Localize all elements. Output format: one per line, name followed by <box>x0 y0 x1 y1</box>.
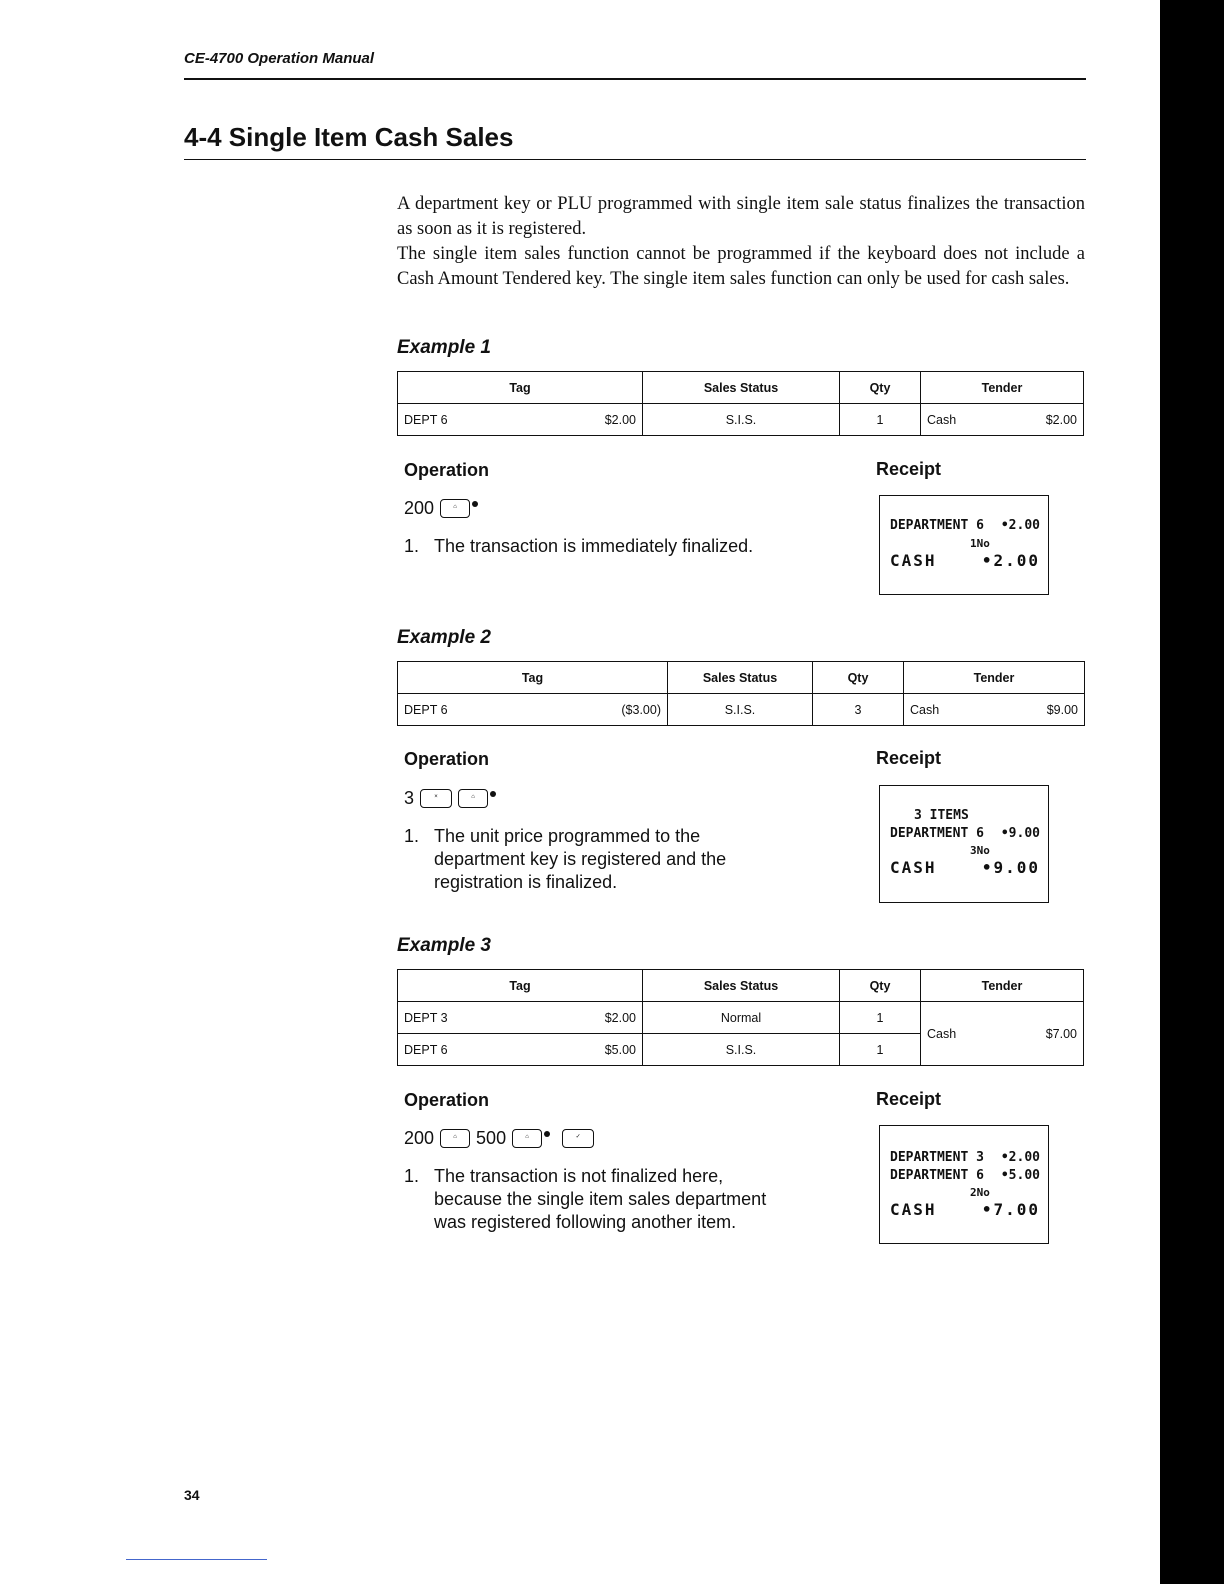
col-header-status: Sales Status <box>643 970 840 1002</box>
dept-cell: DEPT 6 <box>404 702 448 717</box>
status-cell: S.I.S. <box>643 1034 840 1066</box>
operation-sequence <box>404 498 478 519</box>
operation-label: Operation <box>404 1090 490 1110</box>
single-item-marker-icon <box>544 1131 550 1137</box>
tender-amount-cell: $9.00 <box>1046 702 1078 717</box>
receipt-cash-label: CASH <box>890 551 937 570</box>
col-header-tender: Tender <box>904 662 1085 694</box>
receipt-dept-value: •5.00 <box>1000 1168 1040 1183</box>
receipt-dept-line: DEPARTMENT 3 <box>890 1150 984 1165</box>
receipt-dept-value: •2.00 <box>1000 1150 1040 1165</box>
qty-cell: 3 <box>813 694 904 726</box>
operation-label: Operation <box>404 460 490 480</box>
col-header-status: Sales Status <box>668 662 813 694</box>
qty-cell: 1 <box>840 1002 921 1034</box>
qty-cell: 1 <box>840 1034 921 1066</box>
operation-label: Operation <box>404 749 490 769</box>
note-number: 1. <box>404 826 420 846</box>
operation-sequence <box>404 1128 594 1149</box>
receipt-label: Receipt <box>876 1089 942 1109</box>
col-header-status: Sales Status <box>643 372 840 404</box>
col-header-tender: Tender <box>921 970 1084 1002</box>
example-3-title: Example 3 <box>397 935 491 956</box>
note-line: registration is finalized. <box>434 872 618 892</box>
receipt-dept-value: •9.00 <box>1000 826 1040 841</box>
receipt-label: Receipt <box>876 459 942 479</box>
example-1-title: Example 1 <box>397 337 491 358</box>
footer-link-underline <box>126 1559 267 1560</box>
table-row <box>398 404 1084 436</box>
note-line: was registered following another item. <box>434 1212 737 1232</box>
price-cell: $2.00 <box>604 412 636 427</box>
operation-sequence <box>404 788 496 809</box>
page-edge-bar <box>1160 0 1224 1584</box>
operation-amount: 200 <box>404 498 435 518</box>
receipt-dept-line: DEPARTMENT 6 <box>890 1168 984 1183</box>
dept-6-key-icon: ⌂ <box>458 789 488 808</box>
operation-amount: 3 <box>404 788 415 808</box>
receipt-dept-line: DEPARTMENT 6 <box>890 826 984 841</box>
receipt-dept-line: DEPARTMENT 6 <box>890 518 984 533</box>
intro-paragraph-2: The single item sales function cannot be programmed if the keyboard does not include a Cash Amount Tendered key. The single item sales function can only be used for cash sales. <box>397 244 1085 289</box>
col-header-tag: Tag <box>398 970 643 1002</box>
col-header-tag: Tag <box>398 662 668 694</box>
example-2-title: Example 2 <box>397 627 491 648</box>
operation-note <box>404 825 726 894</box>
note-number: 1. <box>404 536 420 556</box>
operation-amount: 200 <box>404 1128 435 1148</box>
receipt-cash-value: •7.00 <box>981 1200 1040 1219</box>
receipt-cash-value: •2.00 <box>981 551 1040 570</box>
receipt-cash-label: CASH <box>890 1200 937 1219</box>
receipt-count: 3No <box>970 844 990 857</box>
note-line: The transaction is not finalized here, <box>434 1166 724 1186</box>
intro-paragraph-1: A department key or PLU programmed with single item sale status finalizes the transaction as soon as it is registered. <box>397 194 1085 239</box>
dept-3-key-icon: ⌂ <box>440 1129 470 1148</box>
cash-amount-tendered-key-icon: ✓ <box>562 1129 594 1148</box>
receipt-count: 1No <box>970 537 990 550</box>
tender-amount-cell: $2.00 <box>1045 412 1077 427</box>
status-cell: S.I.S. <box>643 404 840 436</box>
dept-6-key-icon: ⌂ <box>440 499 470 518</box>
col-header-qty: Qty <box>813 662 904 694</box>
col-header-tender: Tender <box>921 372 1084 404</box>
tender-type-cell: Cash <box>927 1026 957 1041</box>
section-rule <box>184 159 1086 160</box>
receipt-dept-value: •2.00 <box>1000 518 1040 533</box>
note-number: 1. <box>404 1166 420 1186</box>
note-line: The unit price programmed to the <box>434 826 701 846</box>
receipt-count: 2No <box>970 1186 990 1199</box>
note-text: The transaction is immediately finalized. <box>434 536 754 556</box>
operation-amount: 500 <box>476 1128 507 1148</box>
single-item-marker-icon <box>472 501 478 507</box>
price-cell: $2.00 <box>604 1010 636 1025</box>
status-cell: Normal <box>643 1002 840 1034</box>
section-title: 4-4 Single Item Cash Sales <box>184 122 514 152</box>
receipt-example-1 <box>879 495 1049 595</box>
receipt-label: Receipt <box>876 748 942 768</box>
example-3-table <box>397 969 1084 1066</box>
dept-cell: DEPT 6 <box>404 412 448 427</box>
receipt-cash-label: CASH <box>890 858 937 877</box>
example-1-table <box>397 371 1084 436</box>
table-row <box>398 694 1085 726</box>
dept-6-key-icon: ⌂ <box>512 1129 542 1148</box>
page-number: 34 <box>184 1487 200 1503</box>
receipt-items-count: 3 ITEMS <box>914 808 969 823</box>
header-rule <box>184 78 1086 80</box>
example-2-table <box>397 661 1085 726</box>
receipt-cash-value: •9.00 <box>981 858 1040 877</box>
tender-type-cell: Cash <box>910 702 940 717</box>
status-cell: S.I.S. <box>668 694 813 726</box>
operation-note <box>404 1165 766 1234</box>
manual-header-title: CE-4700 Operation Manual <box>184 50 375 67</box>
multiply-date-time-key-icon: × <box>420 789 452 808</box>
col-header-tag: Tag <box>398 372 643 404</box>
table-row <box>398 1002 1084 1034</box>
dept-cell: DEPT 6 <box>404 1042 448 1057</box>
qty-cell: 1 <box>840 404 921 436</box>
operation-note <box>404 535 753 558</box>
tender-type-cell: Cash <box>927 412 957 427</box>
receipt-example-2 <box>879 785 1049 903</box>
price-cell: $5.00 <box>604 1042 636 1057</box>
receipt-example-3 <box>879 1125 1049 1244</box>
col-header-qty: Qty <box>840 372 921 404</box>
tender-amount-cell: $7.00 <box>1045 1026 1077 1041</box>
col-header-qty: Qty <box>840 970 921 1002</box>
note-line: because the single item sales department <box>434 1189 767 1209</box>
note-line: department key is registered and the <box>434 849 727 869</box>
price-cell: ($3.00) <box>621 702 661 717</box>
dept-cell: DEPT 3 <box>404 1010 448 1025</box>
single-item-marker-icon <box>490 791 496 797</box>
